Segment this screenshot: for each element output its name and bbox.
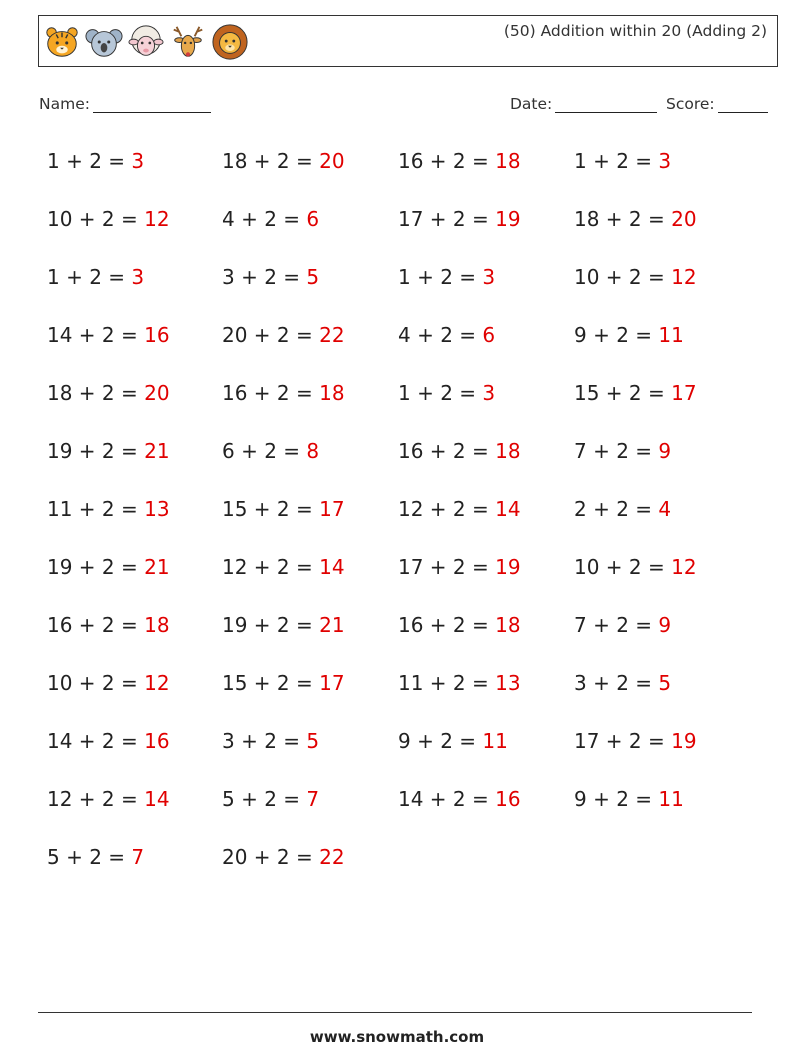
worksheet-title: (50) Addition within 20 (Adding 2) — [503, 22, 767, 40]
problem-answer: 19 — [495, 207, 521, 231]
worksheet-header — [38, 15, 778, 67]
problem-question: 18 + 2 = — [574, 207, 665, 231]
name-field — [39, 95, 211, 113]
problem-item — [222, 491, 398, 549]
problem-question: 10 + 2 = — [47, 207, 138, 231]
problem-question: 14 + 2 = — [398, 787, 489, 811]
problem-question: 10 + 2 = — [47, 671, 138, 695]
problem-question: 9 + 2 = — [398, 729, 477, 753]
problem-answer: 5 — [306, 265, 320, 289]
koala-icon — [85, 22, 123, 62]
date-field — [510, 95, 657, 113]
problem-question: 16 + 2 = — [398, 613, 489, 637]
problem-item — [574, 781, 750, 839]
lion-icon — [211, 22, 249, 62]
problem-item — [574, 665, 750, 723]
problem-question: 10 + 2 = — [574, 265, 665, 289]
date-label: Date: — [510, 95, 553, 113]
problem-question: 19 + 2 = — [47, 439, 138, 463]
date-blank[interactable] — [555, 96, 657, 113]
problem-question: 7 + 2 = — [574, 439, 653, 463]
problem-item — [574, 433, 750, 491]
name-blank[interactable] — [93, 96, 211, 113]
problem-answer: 21 — [144, 439, 170, 463]
problem-item — [47, 607, 222, 665]
problem-item — [398, 143, 574, 201]
problem-answer: 16 — [144, 323, 170, 347]
problem-question: 12 + 2 = — [398, 497, 489, 521]
problem-item — [574, 201, 750, 259]
problem-item — [398, 491, 574, 549]
problem-item — [47, 549, 222, 607]
problem-item — [574, 607, 750, 665]
problem-item — [47, 259, 222, 317]
problem-answer: 18 — [495, 149, 521, 173]
problem-answer: 11 — [482, 729, 508, 753]
problem-answer: 6 — [306, 207, 320, 231]
problem-item — [574, 143, 750, 201]
problem-item — [222, 781, 398, 839]
problem-question: 3 + 2 = — [222, 265, 301, 289]
problem-question: 2 + 2 = — [574, 497, 653, 521]
sheep-icon — [127, 22, 165, 62]
problem-item — [47, 723, 222, 781]
problem-answer: 16 — [495, 787, 521, 811]
problem-item — [222, 317, 398, 375]
problem-question: 16 + 2 = — [47, 613, 138, 637]
problem-item — [574, 375, 750, 433]
problem-answer: 19 — [671, 729, 697, 753]
problem-answer: 9 — [658, 439, 672, 463]
problem-question: 1 + 2 = — [574, 149, 653, 173]
problem-item — [222, 143, 398, 201]
problem-item — [222, 607, 398, 665]
problem-question: 10 + 2 = — [574, 555, 665, 579]
problem-question: 20 + 2 = — [222, 845, 313, 869]
problem-item — [398, 549, 574, 607]
problem-question: 15 + 2 = — [574, 381, 665, 405]
problem-question: 16 + 2 = — [398, 149, 489, 173]
problem-item — [222, 665, 398, 723]
problem-answer: 5 — [658, 671, 672, 695]
problem-item — [222, 723, 398, 781]
problem-item — [47, 317, 222, 375]
score-field — [666, 95, 768, 113]
problem-answer: 7 — [131, 845, 145, 869]
problem-answer: 9 — [658, 613, 672, 637]
problem-answer: 17 — [319, 671, 345, 695]
problem-answer: 6 — [482, 323, 496, 347]
problem-answer: 12 — [671, 555, 697, 579]
problem-item — [47, 665, 222, 723]
problem-item — [398, 607, 574, 665]
problem-answer: 22 — [319, 323, 345, 347]
problem-answer: 3 — [131, 265, 145, 289]
problem-item — [47, 201, 222, 259]
problem-answer: 5 — [306, 729, 320, 753]
problem-answer: 13 — [144, 497, 170, 521]
problem-answer: 18 — [495, 439, 521, 463]
problem-question: 1 + 2 = — [47, 149, 126, 173]
problem-item — [47, 143, 222, 201]
problem-answer: 8 — [306, 439, 320, 463]
problem-item — [398, 375, 574, 433]
problem-item — [398, 781, 574, 839]
problem-question: 3 + 2 = — [222, 729, 301, 753]
problem-question: 20 + 2 = — [222, 323, 313, 347]
problem-item — [574, 723, 750, 781]
problem-answer: 14 — [495, 497, 521, 521]
problem-question: 15 + 2 = — [222, 497, 313, 521]
problem-question: 9 + 2 = — [574, 323, 653, 347]
problem-question: 1 + 2 = — [398, 381, 477, 405]
problem-answer: 19 — [495, 555, 521, 579]
problem-answer: 17 — [319, 497, 345, 521]
problem-answer: 11 — [658, 323, 684, 347]
problem-item — [47, 375, 222, 433]
problem-answer: 12 — [144, 671, 170, 695]
problem-answer: 3 — [482, 381, 496, 405]
problem-answer: 20 — [671, 207, 697, 231]
problem-question: 12 + 2 = — [222, 555, 313, 579]
problem-item — [222, 201, 398, 259]
problem-question: 12 + 2 = — [47, 787, 138, 811]
problem-question: 14 + 2 = — [47, 323, 138, 347]
problem-answer: 18 — [144, 613, 170, 637]
problem-answer: 14 — [144, 787, 170, 811]
problem-question: 5 + 2 = — [47, 845, 126, 869]
problem-answer: 13 — [495, 671, 521, 695]
problem-answer: 18 — [319, 381, 345, 405]
problem-question: 5 + 2 = — [222, 787, 301, 811]
problem-item — [574, 549, 750, 607]
problem-answer: 22 — [319, 845, 345, 869]
problem-question: 14 + 2 = — [47, 729, 138, 753]
problem-answer: 14 — [319, 555, 345, 579]
problem-item — [222, 433, 398, 491]
problem-item — [398, 723, 574, 781]
score-blank[interactable] — [718, 96, 768, 113]
deer-icon — [169, 22, 207, 62]
problem-answer: 12 — [144, 207, 170, 231]
problem-item — [47, 839, 222, 897]
problem-question: 16 + 2 = — [222, 381, 313, 405]
problem-question: 1 + 2 = — [47, 265, 126, 289]
problem-answer: 17 — [671, 381, 697, 405]
problem-item — [222, 549, 398, 607]
problem-answer: 7 — [306, 787, 320, 811]
problem-item — [398, 259, 574, 317]
problem-item — [398, 433, 574, 491]
problem-item — [222, 839, 398, 897]
footer-divider — [38, 1012, 752, 1013]
problem-question: 17 + 2 = — [398, 207, 489, 231]
problem-answer: 12 — [671, 265, 697, 289]
problem-item — [574, 259, 750, 317]
problem-question: 16 + 2 = — [398, 439, 489, 463]
name-label: Name: — [39, 95, 90, 113]
problem-answer: 3 — [482, 265, 496, 289]
problem-item — [398, 317, 574, 375]
tiger-icon — [43, 22, 81, 62]
footer-url: www.snowmath.com — [309, 1028, 485, 1046]
problem-answer: 3 — [658, 149, 672, 173]
problem-item — [398, 201, 574, 259]
problem-answer: 21 — [319, 613, 345, 637]
problem-item — [47, 491, 222, 549]
animal-icons — [43, 22, 249, 62]
problem-answer: 4 — [658, 497, 672, 521]
problem-answer: 20 — [144, 381, 170, 405]
problem-question: 15 + 2 = — [222, 671, 313, 695]
problem-item — [222, 259, 398, 317]
problem-item — [47, 433, 222, 491]
problem-item — [47, 781, 222, 839]
problem-item — [222, 375, 398, 433]
problem-question: 9 + 2 = — [574, 787, 653, 811]
problem-question: 18 + 2 = — [47, 381, 138, 405]
problem-question: 19 + 2 = — [222, 613, 313, 637]
score-label: Score: — [666, 95, 715, 113]
problem-question: 11 + 2 = — [398, 671, 489, 695]
problem-item — [574, 317, 750, 375]
problem-answer: 18 — [495, 613, 521, 637]
problem-question: 4 + 2 = — [398, 323, 477, 347]
problem-question: 19 + 2 = — [47, 555, 138, 579]
problem-answer: 16 — [144, 729, 170, 753]
problem-answer: 11 — [658, 787, 684, 811]
problem-grid — [47, 143, 767, 897]
problem-answer: 3 — [131, 149, 145, 173]
problem-question: 4 + 2 = — [222, 207, 301, 231]
problem-item — [398, 665, 574, 723]
problem-question: 11 + 2 = — [47, 497, 138, 521]
problem-question: 17 + 2 = — [398, 555, 489, 579]
problem-question: 3 + 2 = — [574, 671, 653, 695]
problem-question: 7 + 2 = — [574, 613, 653, 637]
problem-answer: 20 — [319, 149, 345, 173]
problem-item — [574, 491, 750, 549]
problem-question: 6 + 2 = — [222, 439, 301, 463]
problem-question: 1 + 2 = — [398, 265, 477, 289]
problem-answer: 21 — [144, 555, 170, 579]
problem-question: 18 + 2 = — [222, 149, 313, 173]
problem-question: 17 + 2 = — [574, 729, 665, 753]
